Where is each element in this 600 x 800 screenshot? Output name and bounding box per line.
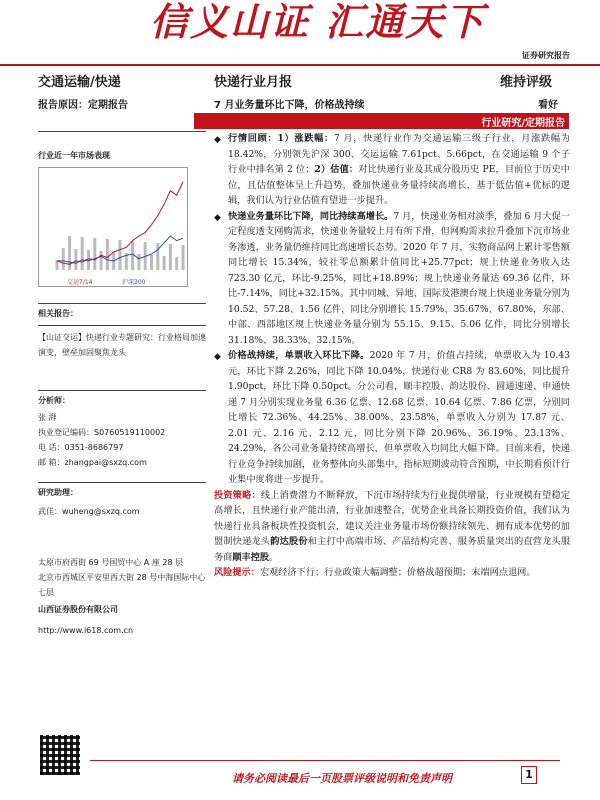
volume-bar — [137, 254, 140, 270]
analyst-label: 分析师： — [38, 396, 70, 405]
para-text: 7 月，快递业务相对淡季，叠加 6 月大促一定程度透支网购需求，快递业务量较上月有所下滑，但网购需求拉升叠加下沉市场业务渗透，业务量仍维持同比高速增长态势。2020 年 7 月，实物商品网上累计零售额同比增长 15.34%，较社零总额累计值同比+25.77pct；规上快递业务收入达 723.30 亿元，环比-9.25%，同比+18.89%；规上快递业务量达 69.36 亿件，环比-7.14%，同比+32.15%。其中同城、异地、国际及港澳台规上快递业务量分别为 10.52、57.28、1.56 亿件，同比分别增长 15.79%、35.67%、67.80%，东部、中部、西部地区规上快递业务量分别为 55.15、9.15、5.06 亿件，同比分别增长 31.18%、38.33%、32.15%。 — [228, 210, 571, 346]
market-chart — [38, 167, 188, 287]
analyst-name: 张 湃 — [38, 413, 57, 422]
rating-label: 维持评级 — [500, 75, 553, 90]
paragraph-market-review — [214, 131, 570, 209]
volume-bar — [175, 257, 178, 270]
stock-sf: 顺丰控股 — [232, 551, 270, 563]
volume-bar — [100, 251, 103, 270]
volume-bar — [68, 236, 71, 270]
para-text: 和主打中高端市场、产品结构完善、服务质量突出的直营龙头服务商 — [214, 536, 571, 563]
analyst-phone: 电 话：0351-8686797 — [38, 443, 124, 452]
volume-bar — [74, 249, 77, 270]
sidebar-divider — [38, 131, 206, 132]
analyst-cert: 执业登记编码：S0760519110002 — [38, 428, 166, 437]
report-type-label: 行业研究/定期报告 — [481, 118, 565, 129]
report-reason: 报告原因：定期报告 — [38, 100, 128, 111]
strategy-heading: 投资策略： — [214, 489, 261, 501]
related-reports-label: 相关报告： — [38, 309, 78, 318]
page-number: 1 — [521, 766, 537, 784]
rating-value: 看好 — [538, 100, 558, 111]
volume-bar — [156, 243, 159, 270]
paragraph-strategy — [214, 488, 570, 566]
address-beijing: 北京市西城区平安里西大街 28 号中海国际中心七层 — [38, 573, 206, 597]
volume-bar — [93, 238, 96, 270]
main-content — [214, 131, 570, 581]
chart-svg — [39, 168, 189, 288]
para-heading: 价格战持续，单票收入环比下降。 — [228, 350, 370, 361]
paragraph-price — [214, 348, 570, 488]
volume-bar — [169, 244, 172, 270]
sidebar — [38, 150, 206, 638]
volume-bar — [62, 248, 65, 270]
assistant-label: 研究助理： — [38, 488, 78, 497]
volume-bar — [163, 256, 166, 270]
para-text: 2020 年 7 月，价值占持续，单票收入为 10.43 元，环比下降 2.26%，同比下降 10.04%，快递行业 CR8 为 83.60%，同比提升 1.90pct，环比下降 0.50pct。分公司看，顺丰控股、韵达股份、圆通速递、申通快递 7 月分别实现业务量 6.36 亿票、12.68 亿票、10.64 亿票、7.86 亿票，分别同比增长 72.36%、44.25%、38.00%、23.58%，单票收入分别为 17.87 元、2.01 元、2.16 元、2.12 元，同比分别下降 20.96%、36.19%、23.13%、24.29%，各公司业务量持续高增长，但单票收入均同比大幅下降。目前来看，快递行业竞争持续加剧，业务整体向头部集中，指标短期波动符合预期，中长期看预计行业集中度将进一步提升。 — [228, 350, 570, 485]
report-type-bar — [194, 113, 569, 129]
analyst-email[interactable]: 邮 箱：zhangpai@sxzq.com — [38, 458, 147, 467]
bullet-diamond-icon: ◆ — [214, 352, 221, 362]
para-text: 线上消费潜力不断释放，下沉市场持续为行业提供增量，行业规模有望稳定高增长，且快递行业产能出清，行业加速整合，优势企业具备长期投资价值，我们认为快递行业具备板块性投资机会，建议关注业务量市场份额持续领先、拥有成本优势的加盟制快递龙头 — [214, 489, 571, 547]
para-heading: 2）估值： — [314, 164, 359, 175]
top-divider — [0, 64, 600, 66]
para-text: 宏观经济下行；行业政策大幅调整；价格战超预期；末端网点退网。 — [259, 567, 536, 578]
company-website[interactable]: http://www.i618.com.cn — [38, 626, 134, 635]
address-taiyuan: 太原市府西街 69 号国贸中心 A 座 28 层 — [38, 558, 184, 567]
para-heading: 行情回顾：1）涨跌幅： — [228, 133, 334, 144]
stock-yunda: 韵达股份 — [270, 536, 308, 547]
legend-label: 沪深300 — [122, 279, 146, 286]
volume-bar — [119, 240, 122, 270]
legend-label: 交运7/14 — [67, 279, 93, 286]
paragraph-volume — [214, 209, 570, 349]
para-text: 。 — [269, 551, 279, 563]
para-text: 对比快递行业及其成分股历史 PE，目前位于历史中位，且估值整体呈上升趋势，叠加快递业务量持续高增长，基于低估值+优标的逻辑，我们认为行业估值有望进一步提升。 — [228, 164, 570, 206]
para-heading: 快递业务量环比下降，同比持续高增长。 — [228, 210, 394, 222]
volume-bar — [150, 255, 153, 270]
bullet-diamond-icon: ◆ — [214, 135, 221, 145]
chart-title: 行业近一年市场表现 — [38, 151, 110, 160]
report-subtitle: 7 月业务量环比下降，价格战持续 — [214, 100, 365, 111]
paragraph-risk — [214, 565, 570, 581]
volume-bar — [106, 239, 109, 270]
volume-bar — [182, 245, 185, 270]
volume-bar — [131, 241, 134, 270]
assistant-info: 武佳：wuheng@sxzq.com — [38, 507, 140, 516]
company-name: 山西证券股份有限公司 — [38, 605, 118, 614]
brand-logo-text: 信义山证 汇通天下 — [150, 0, 486, 44]
brand-subtitle: 证券研究报告 — [522, 51, 570, 60]
footer-line — [90, 760, 560, 761]
volume-bar — [81, 237, 84, 270]
sidebar-line — [38, 303, 206, 304]
para-text: 7 月，快递行业作为交通运输三级子行业，月涨跌幅为 18.42%，分别领先沪深 300、交运运输 7.61pct、5.66pct，在交通运输 9 个子行业中排名第 2 位； — [228, 133, 570, 175]
sidebar-line — [38, 482, 206, 483]
qr-code-icon — [40, 735, 80, 775]
sidebar-line — [38, 390, 206, 391]
related-report-link[interactable]: 【山证交运】快递行业专题研究：行业格局加速演变，壁垒加固聚焦龙头 — [38, 333, 206, 357]
header-banner — [0, 0, 600, 66]
risk-heading: 风险提示： — [214, 567, 260, 578]
volume-bar — [87, 250, 90, 270]
sector-label: 交通运输/快递 — [38, 75, 121, 90]
sidebar-line — [38, 325, 206, 326]
bullet-diamond-icon: ◆ — [214, 212, 221, 223]
footer-disclaimer[interactable]: 请务必阅读最后一页股票评级说明和免责声明 — [232, 772, 452, 785]
report-title: 快递行业月报 — [214, 75, 293, 90]
